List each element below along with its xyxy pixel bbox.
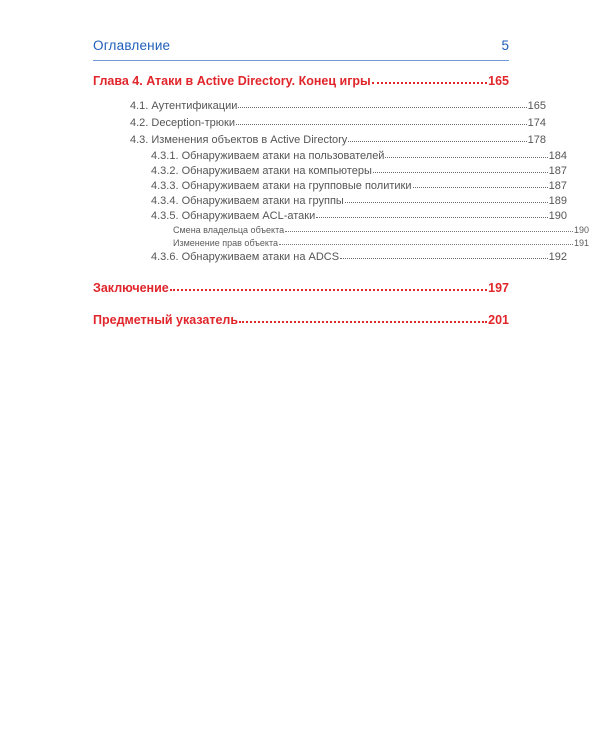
- toc-page: 189: [548, 195, 567, 207]
- toc-label: 4.3.1. Обнаруживаем атаки на пользователей: [151, 150, 385, 162]
- toc-entry-4-1[interactable]: [93, 98, 546, 115]
- toc-entry-4-3-1[interactable]: [93, 149, 567, 164]
- toc-entry-4-3-5-rights[interactable]: [93, 237, 589, 250]
- dot-leader: [413, 179, 548, 188]
- toc-entry-4-3-5-owner[interactable]: [93, 224, 589, 237]
- toc-label: 4.3. Изменения объектов в Active Directory: [130, 134, 348, 146]
- toc-entry-4-2[interactable]: [93, 115, 546, 132]
- toc-label: 4.1. Аутентификации: [130, 100, 238, 112]
- running-title: Оглавление: [93, 38, 171, 53]
- toc-page: 187: [548, 165, 567, 177]
- toc-page: 178: [527, 134, 546, 146]
- dot-leader: [279, 237, 573, 245]
- dot-leader: [372, 74, 487, 84]
- toc-entry-chapter-4[interactable]: [93, 72, 509, 90]
- dot-leader: [385, 149, 547, 158]
- toc-page: 184: [548, 150, 567, 162]
- toc-entry-4-3-3[interactable]: [93, 179, 567, 194]
- dot-leader: [239, 313, 487, 323]
- toc-entry-4-3-4[interactable]: [93, 194, 567, 209]
- toc-label: 4.3.5. Обнаруживаем ACL-атаки: [151, 210, 316, 222]
- toc-label: Смена владельца объекта: [173, 225, 285, 235]
- toc-entry-4-3-2[interactable]: [93, 164, 567, 179]
- dot-leader: [345, 194, 548, 203]
- toc-page: 191: [573, 238, 589, 248]
- page-header: [93, 38, 509, 61]
- toc-page: 187: [548, 180, 567, 192]
- toc-label: 4.3.3. Обнаруживаем атаки на групповые политики: [151, 180, 412, 192]
- toc-page: 174: [527, 117, 546, 129]
- toc-page: 201: [488, 313, 509, 327]
- toc-page: 190: [548, 210, 567, 222]
- toc-entry-index[interactable]: [93, 311, 509, 329]
- toc-entry-conclusion[interactable]: [93, 279, 509, 297]
- toc-label: 4.3.4. Обнаруживаем атаки на группы: [151, 195, 344, 207]
- toc-entry-4-3-6[interactable]: [93, 250, 567, 265]
- dot-leader: [373, 164, 548, 173]
- toc-page: 165: [488, 74, 509, 88]
- toc-label: Глава 4. Атаки в Active Directory. Конец игры: [93, 74, 371, 88]
- toc-page: 165: [527, 100, 546, 112]
- toc-page: 197: [488, 281, 509, 295]
- toc-page: 190: [573, 225, 589, 235]
- dot-leader: [238, 99, 526, 108]
- toc-entry-4-3[interactable]: [93, 132, 546, 149]
- dot-leader: [340, 250, 548, 259]
- dot-leader: [170, 281, 487, 291]
- toc-label: 4.3.2. Обнаруживаем атаки на компьютеры: [151, 165, 372, 177]
- toc-label: Заключение: [93, 281, 169, 295]
- toc-label: Предметный указатель: [93, 313, 239, 327]
- toc-label: 4.2. Deception-трюки: [130, 117, 235, 129]
- dot-leader: [348, 133, 526, 142]
- dot-leader: [316, 209, 547, 218]
- dot-leader: [285, 224, 573, 232]
- toc-page: 192: [548, 251, 567, 263]
- dot-leader: [236, 116, 527, 125]
- toc-label: 4.3.6. Обнаруживаем атаки на ADCS: [151, 251, 340, 263]
- table-of-contents: [93, 72, 589, 329]
- toc-label: Изменение прав объекта: [173, 238, 278, 248]
- page-number: 5: [501, 38, 509, 53]
- toc-entry-4-3-5[interactable]: [93, 209, 567, 224]
